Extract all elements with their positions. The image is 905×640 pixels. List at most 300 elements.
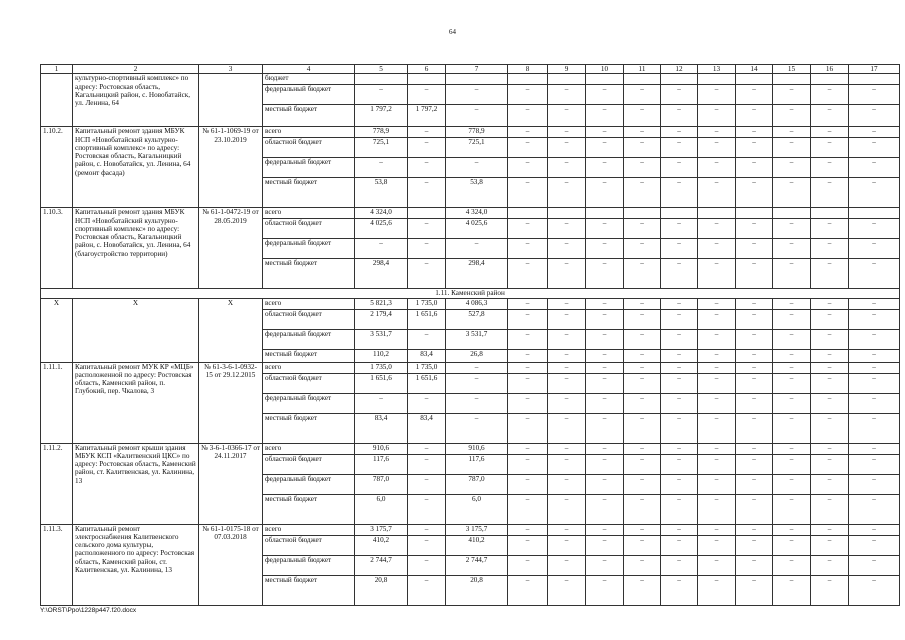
value-col11: –: [624, 138, 661, 158]
value-col15: –: [773, 413, 811, 443]
value-col6: –: [408, 524, 446, 535]
value-col12: –: [661, 178, 698, 208]
document-number: № 61-1-0175-18 от 07.03.2018: [199, 524, 263, 605]
value-col5: 725,1: [355, 138, 408, 158]
value-col10: [586, 208, 624, 219]
object-name: культурно-спортивный комплекс» по адресу: Ростовская область, Кагальницкий район, с. Новобатайск, ул. Ленина, 64: [73, 74, 199, 127]
value-col6: –: [408, 494, 446, 524]
value-col17: –: [849, 555, 900, 575]
value-col12: –: [661, 575, 698, 605]
value-col13: –: [698, 239, 736, 259]
value-col17: –: [849, 138, 900, 158]
value-col17: –: [849, 219, 900, 239]
value-col16: [811, 74, 849, 85]
object-name: Капитальный ремонт МУК КР «МЦБ» расположенной по адресу: Ростовская область, Каменский район, п. Глубокий, пер. Чкалова, 3: [73, 362, 199, 443]
value-col16: –: [811, 329, 849, 349]
value-col5: 1 735,0: [355, 362, 408, 373]
value-col7: 6,0: [446, 494, 508, 524]
value-col5: 2 744,7: [355, 555, 408, 575]
value-col8: –: [508, 138, 548, 158]
value-col12: –: [661, 413, 698, 443]
value-col9: –: [548, 373, 586, 393]
column-number: 3: [199, 65, 263, 74]
value-col9: –: [548, 413, 586, 443]
value-col14: –: [736, 219, 773, 239]
value-col8: [508, 74, 548, 85]
value-col5: 298,4: [355, 259, 408, 289]
value-col16: –: [811, 535, 849, 555]
page-number: 64: [449, 28, 456, 36]
value-col12: –: [661, 373, 698, 393]
value-col9: –: [548, 127, 586, 138]
value-col12: –: [661, 239, 698, 259]
value-col14: –: [736, 329, 773, 349]
object-name: Капитальный ремонт крыши здания МБУК КСП «Калитвенский ЦКС» по адресу: Ростовская область, Каменский район, ст. Калитвенская, ул. Калинина, 13: [73, 443, 199, 524]
value-col12: –: [661, 298, 698, 309]
value-col5: 1 797,2: [355, 105, 408, 127]
value-col8: –: [508, 329, 548, 349]
value-col5: 6,0: [355, 494, 408, 524]
value-col15: –: [773, 158, 811, 178]
value-col7: 4 324,0: [446, 208, 508, 219]
value-col13: –: [698, 329, 736, 349]
value-col10: –: [586, 524, 624, 535]
value-col13: –: [698, 535, 736, 555]
value-col8: –: [508, 349, 548, 362]
value-col12: [661, 208, 698, 219]
value-col13: –: [698, 494, 736, 524]
value-col5: 5 821,3: [355, 298, 408, 309]
value-col12: –: [661, 309, 698, 329]
value-col8: –: [508, 413, 548, 443]
value-col8: –: [508, 105, 548, 127]
value-col17: –: [849, 535, 900, 555]
value-col15: –: [773, 494, 811, 524]
value-col7: [446, 74, 508, 85]
value-col10: –: [586, 105, 624, 127]
value-col8: –: [508, 393, 548, 413]
value-col14: –: [736, 474, 773, 494]
value-col17: –: [849, 413, 900, 443]
value-col6: –: [408, 555, 446, 575]
value-col5: 910,6: [355, 443, 408, 454]
value-col10: –: [586, 494, 624, 524]
object-name: Капитальный ремонт здания МБУК НСП «Новобатайский культурно-спортивный комплекс» по адресу: Ростовская область, Кагальницкий район, с. Новобатайск, ул. Ленина, 64 (ремонт фасада): [73, 127, 199, 208]
column-number: 12: [661, 65, 698, 74]
funding-source: местный бюджет: [263, 349, 355, 362]
value-col16: –: [811, 393, 849, 413]
funding-source: местный бюджет: [263, 494, 355, 524]
value-col16: –: [811, 239, 849, 259]
object-name: Капитальный ремонт здания МБУК НСП «Новобатайский культурно-спортивный комплекс» по адресу: Ростовская область, Кагальницкий район, с. Новобатайск, ул. Ленина, 64 (благоустройство территории): [73, 208, 199, 289]
value-col15: –: [773, 138, 811, 158]
funding-source: областной бюджет: [263, 219, 355, 239]
value-col14: –: [736, 259, 773, 289]
value-col14: –: [736, 393, 773, 413]
column-number: 4: [263, 65, 355, 74]
value-col8: –: [508, 219, 548, 239]
value-col6: –: [408, 219, 446, 239]
value-col12: –: [661, 494, 698, 524]
value-col16: –: [811, 494, 849, 524]
value-col16: –: [811, 259, 849, 289]
value-col13: –: [698, 454, 736, 474]
value-col11: –: [624, 329, 661, 349]
value-col5: 2 179,4: [355, 309, 408, 329]
value-col9: –: [548, 393, 586, 413]
value-col16: –: [811, 443, 849, 454]
value-col7: 298,4: [446, 259, 508, 289]
table-row: [41, 524, 900, 535]
value-col14: –: [736, 413, 773, 443]
value-col7: –: [446, 393, 508, 413]
column-number: 11: [624, 65, 661, 74]
value-col16: –: [811, 555, 849, 575]
value-col9: –: [548, 138, 586, 158]
value-col12: –: [661, 443, 698, 454]
value-col12: –: [661, 259, 698, 289]
value-col11: –: [624, 494, 661, 524]
value-col17: –: [849, 239, 900, 259]
value-col9: –: [548, 494, 586, 524]
column-number: 10: [586, 65, 624, 74]
value-col9: –: [548, 443, 586, 454]
value-col16: –: [811, 105, 849, 127]
value-col17: –: [849, 575, 900, 605]
value-col9: –: [548, 362, 586, 373]
value-col9: –: [548, 85, 586, 105]
funding-source: всего: [263, 443, 355, 454]
document-number: № 61-1-0472-19 от 28.05.2019: [199, 208, 263, 289]
value-col15: –: [773, 555, 811, 575]
value-col7: 53,8: [446, 178, 508, 208]
value-col10: –: [586, 138, 624, 158]
value-col15: –: [773, 85, 811, 105]
value-col10: [586, 74, 624, 85]
value-col11: –: [624, 239, 661, 259]
value-col13: –: [698, 85, 736, 105]
value-col7: –: [446, 413, 508, 443]
funding-source: федеральный бюджет: [263, 85, 355, 105]
value-col8: –: [508, 362, 548, 373]
value-col11: –: [624, 454, 661, 474]
value-col7: –: [446, 373, 508, 393]
value-col12: –: [661, 138, 698, 158]
value-col16: –: [811, 127, 849, 138]
value-col9: –: [548, 575, 586, 605]
document-number: № 3-6-1-0366-17 от 24.11.2017: [199, 443, 263, 524]
value-col11: –: [624, 105, 661, 127]
row-id: [41, 74, 73, 127]
value-col11: –: [624, 555, 661, 575]
funding-source: федеральный бюджет: [263, 158, 355, 178]
row-id: 1.11.3.: [41, 524, 73, 605]
value-col13: –: [698, 373, 736, 393]
footer-file-path: Y:\ORST\Ppo\1228p447.f20.docx: [40, 607, 137, 614]
value-col11: –: [624, 373, 661, 393]
value-col14: –: [736, 362, 773, 373]
value-col6: –: [408, 474, 446, 494]
value-col17: –: [849, 178, 900, 208]
value-col11: –: [624, 524, 661, 535]
column-number: 16: [811, 65, 849, 74]
value-col11: –: [624, 309, 661, 329]
value-col11: –: [624, 362, 661, 373]
value-col17: –: [849, 85, 900, 105]
value-col9: –: [548, 309, 586, 329]
value-col11: –: [624, 575, 661, 605]
value-col5: 4 025,6: [355, 219, 408, 239]
value-col8: –: [508, 494, 548, 524]
value-col12: –: [661, 454, 698, 474]
value-col12: –: [661, 85, 698, 105]
column-number: 5: [355, 65, 408, 74]
column-number: 14: [736, 65, 773, 74]
value-col13: –: [698, 127, 736, 138]
value-col6: –: [408, 138, 446, 158]
value-col12: –: [661, 524, 698, 535]
value-col14: –: [736, 454, 773, 474]
value-col7: –: [446, 105, 508, 127]
value-col12: –: [661, 329, 698, 349]
value-col17: [849, 74, 900, 85]
document-number: Х: [199, 298, 263, 362]
value-col10: –: [586, 309, 624, 329]
value-col15: –: [773, 219, 811, 239]
value-col8: –: [508, 575, 548, 605]
value-col14: –: [736, 443, 773, 454]
value-col10: –: [586, 298, 624, 309]
value-col16: –: [811, 178, 849, 208]
row-id: 1.10.2.: [41, 127, 73, 208]
value-col16: –: [811, 138, 849, 158]
value-col12: –: [661, 127, 698, 138]
value-col9: [548, 208, 586, 219]
value-col13: –: [698, 298, 736, 309]
value-col10: –: [586, 219, 624, 239]
value-col10: –: [586, 535, 624, 555]
value-col15: –: [773, 535, 811, 555]
value-col16: –: [811, 524, 849, 535]
value-col6: –: [408, 178, 446, 208]
value-col14: –: [736, 373, 773, 393]
value-col14: –: [736, 158, 773, 178]
value-col11: [624, 74, 661, 85]
value-col13: –: [698, 474, 736, 494]
object-name: Х: [73, 298, 199, 362]
row-id: Х: [41, 298, 73, 362]
table-row: [41, 208, 900, 219]
value-col17: –: [849, 494, 900, 524]
table-row: [41, 443, 900, 454]
value-col13: –: [698, 219, 736, 239]
value-col13: –: [698, 524, 736, 535]
value-col14: –: [736, 575, 773, 605]
value-col15: –: [773, 474, 811, 494]
value-col15: –: [773, 259, 811, 289]
funding-source: бюджет: [263, 74, 355, 85]
value-col8: –: [508, 555, 548, 575]
value-col10: –: [586, 329, 624, 349]
value-col15: –: [773, 178, 811, 208]
value-col13: –: [698, 105, 736, 127]
value-col7: –: [446, 239, 508, 259]
table-row: [41, 298, 900, 309]
value-col11: –: [624, 413, 661, 443]
document-number: № 61-3-6-1-0932-15 от 29.12.2015: [199, 362, 263, 443]
value-col6: 1 797,2: [408, 105, 446, 127]
value-col5: 787,0: [355, 474, 408, 494]
value-col10: –: [586, 474, 624, 494]
value-col8: –: [508, 454, 548, 474]
value-col15: –: [773, 239, 811, 259]
value-col17: [849, 208, 900, 219]
value-col7: 410,2: [446, 535, 508, 555]
value-col11: –: [624, 259, 661, 289]
value-col8: –: [508, 443, 548, 454]
value-col16: –: [811, 309, 849, 329]
value-col10: –: [586, 85, 624, 105]
funding-source: областной бюджет: [263, 535, 355, 555]
value-col8: –: [508, 298, 548, 309]
value-col10: –: [586, 393, 624, 413]
value-col9: –: [548, 454, 586, 474]
value-col8: –: [508, 178, 548, 208]
value-col8: –: [508, 85, 548, 105]
value-col5: 20,8: [355, 575, 408, 605]
value-col5: 1 651,6: [355, 373, 408, 393]
value-col9: –: [548, 524, 586, 535]
value-col10: –: [586, 158, 624, 178]
value-col16: –: [811, 298, 849, 309]
value-col7: –: [446, 85, 508, 105]
value-col11: –: [624, 85, 661, 105]
value-col8: –: [508, 239, 548, 259]
value-col6: –: [408, 259, 446, 289]
funding-source: областной бюджет: [263, 373, 355, 393]
value-col14: –: [736, 555, 773, 575]
value-col11: [624, 208, 661, 219]
value-col11: –: [624, 349, 661, 362]
value-col17: –: [849, 309, 900, 329]
value-col12: –: [661, 158, 698, 178]
value-col13: –: [698, 443, 736, 454]
value-col6: –: [408, 85, 446, 105]
value-col13: –: [698, 259, 736, 289]
value-col16: –: [811, 85, 849, 105]
value-col15: –: [773, 127, 811, 138]
value-col14: –: [736, 178, 773, 208]
value-col15: –: [773, 373, 811, 393]
value-col15: [773, 208, 811, 219]
value-col7: 910,6: [446, 443, 508, 454]
value-col17: –: [849, 105, 900, 127]
value-col8: –: [508, 474, 548, 494]
column-number: 8: [508, 65, 548, 74]
value-col7: 2 744,7: [446, 555, 508, 575]
value-col12: [661, 74, 698, 85]
value-col14: –: [736, 127, 773, 138]
value-col17: –: [849, 443, 900, 454]
value-col7: 117,6: [446, 454, 508, 474]
value-col16: –: [811, 575, 849, 605]
value-col13: –: [698, 575, 736, 605]
value-col11: –: [624, 474, 661, 494]
funding-source: федеральный бюджет: [263, 329, 355, 349]
value-col6: 83,4: [408, 349, 446, 362]
value-col6: –: [408, 127, 446, 138]
value-col9: [548, 74, 586, 85]
funding-source: федеральный бюджет: [263, 239, 355, 259]
funding-source: местный бюджет: [263, 259, 355, 289]
value-col14: –: [736, 535, 773, 555]
value-col12: –: [661, 105, 698, 127]
budget-table: [40, 64, 900, 606]
value-col12: –: [661, 555, 698, 575]
value-col15: –: [773, 575, 811, 605]
value-col13: –: [698, 309, 736, 329]
table-row: [41, 362, 900, 373]
value-col5: –: [355, 239, 408, 259]
value-col14: [736, 74, 773, 85]
value-col17: –: [849, 329, 900, 349]
value-col6: –: [408, 443, 446, 454]
value-col11: –: [624, 219, 661, 239]
row-id: 1.11.1.: [41, 362, 73, 443]
value-col11: –: [624, 158, 661, 178]
column-number: 13: [698, 65, 736, 74]
value-col16: –: [811, 349, 849, 362]
value-col9: –: [548, 219, 586, 239]
funding-source: федеральный бюджет: [263, 393, 355, 413]
value-col17: –: [849, 373, 900, 393]
value-col16: –: [811, 362, 849, 373]
value-col17: –: [849, 454, 900, 474]
value-col5: 110,2: [355, 349, 408, 362]
value-col14: –: [736, 494, 773, 524]
value-col9: –: [548, 105, 586, 127]
value-col13: –: [698, 178, 736, 208]
value-col12: –: [661, 393, 698, 413]
funding-source: всего: [263, 208, 355, 219]
value-col8: [508, 208, 548, 219]
value-col15: –: [773, 524, 811, 535]
value-col13: –: [698, 158, 736, 178]
value-col5: 3 531,7: [355, 329, 408, 349]
value-col11: –: [624, 535, 661, 555]
value-col13: –: [698, 362, 736, 373]
value-col17: –: [849, 259, 900, 289]
value-col14: –: [736, 524, 773, 535]
value-col16: –: [811, 474, 849, 494]
value-col9: –: [548, 349, 586, 362]
funding-source: федеральный бюджет: [263, 474, 355, 494]
value-col6: –: [408, 393, 446, 413]
value-col7: 4 025,6: [446, 219, 508, 239]
document-number: [199, 74, 263, 127]
column-number: 6: [408, 65, 446, 74]
value-col13: [698, 74, 736, 85]
column-number: 17: [849, 65, 900, 74]
column-number: 15: [773, 65, 811, 74]
value-col17: –: [849, 524, 900, 535]
funding-source: всего: [263, 127, 355, 138]
value-col17: –: [849, 393, 900, 413]
value-col16: –: [811, 158, 849, 178]
value-col10: –: [586, 555, 624, 575]
value-col16: –: [811, 454, 849, 474]
value-col12: –: [661, 474, 698, 494]
